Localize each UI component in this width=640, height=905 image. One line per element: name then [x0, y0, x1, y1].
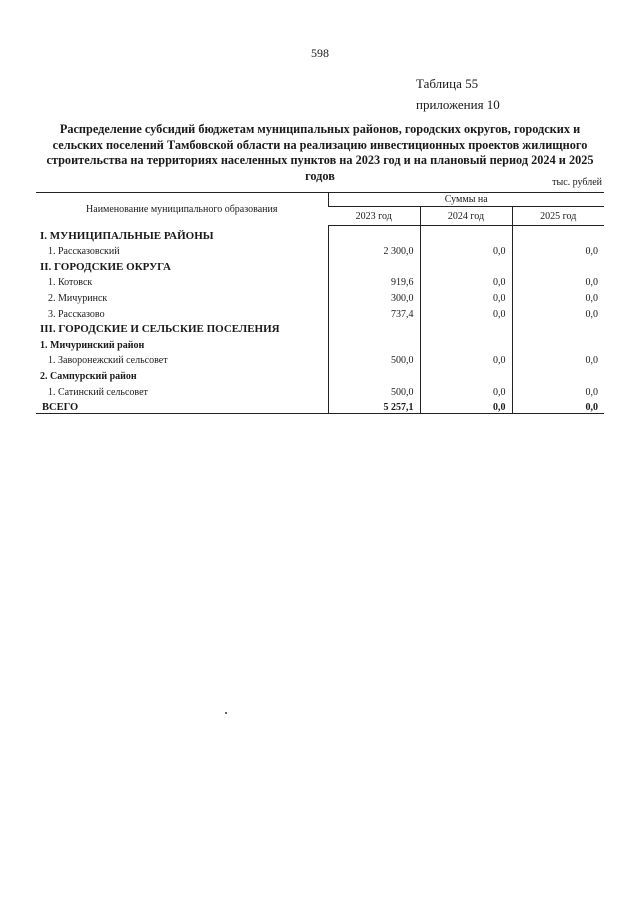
row-label: 3. Рассказово — [48, 308, 105, 320]
table-row — [36, 366, 604, 382]
value-2025: 0,0 — [512, 382, 604, 398]
value-2024 — [420, 335, 512, 351]
table-row — [36, 335, 604, 351]
table-row — [36, 273, 604, 289]
row-label: 2. Мичуринск — [48, 292, 108, 304]
table-row — [36, 304, 604, 320]
section-heading: III. ГОРОДСКИЕ И СЕЛЬСКИЕ ПОСЕЛЕНИЯ — [40, 323, 280, 336]
value-2025: 0,0 — [512, 351, 604, 367]
value-2024 — [420, 226, 512, 242]
header-year-2025: 2025 год — [512, 207, 604, 226]
value-2023: 500,0 — [328, 351, 420, 367]
value-2023 — [328, 257, 420, 273]
value-2024 — [420, 320, 512, 336]
value-2023 — [328, 226, 420, 242]
value-2023 — [328, 320, 420, 336]
header-year-2023: 2023 год — [328, 207, 420, 226]
table-row — [36, 226, 604, 242]
value-2025: 0,0 — [512, 288, 604, 304]
row-label: 1. Заворонежский сельсовет — [48, 355, 168, 367]
row-label: 1. Котовск — [48, 277, 93, 289]
value-2023 — [328, 335, 420, 351]
page-number: 598 — [311, 46, 329, 60]
district-heading: 1. Мичуринский район — [40, 339, 145, 351]
table-row — [36, 320, 604, 336]
appendix-label: приложения 10 — [416, 97, 500, 112]
total-2023: 5 257,1 — [328, 398, 420, 414]
value-2025: 0,0 — [512, 242, 604, 258]
table-row — [36, 257, 604, 273]
row-label: 1. Сатинский сельсовет — [48, 386, 148, 398]
value-2023: 2 300,0 — [328, 242, 420, 258]
value-2025 — [512, 320, 604, 336]
scan-speck — [225, 712, 227, 714]
header-sums: Суммы на — [328, 193, 604, 207]
value-2024: 0,0 — [420, 242, 512, 258]
value-2023: 500,0 — [328, 382, 420, 398]
value-2025 — [512, 226, 604, 242]
value-2023: 300,0 — [328, 288, 420, 304]
table-label: Таблица 55 — [416, 76, 479, 91]
value-2024: 0,0 — [420, 304, 512, 320]
total-2025: 0,0 — [512, 398, 604, 414]
document-title: Распределение субсидий бюджетам муниципальных районов, городских округов, городских и сельских поселений Тамбовской области на реализацию инвестиционных проектов жилищного строительства на территориях населенных пунктов на 2023 год и на плановый период 2024 и 2025 годов — [46, 122, 594, 183]
value-2025: 0,0 — [512, 304, 604, 320]
total-2024: 0,0 — [420, 398, 512, 414]
total-label: ВСЕГО — [36, 398, 328, 414]
value-2024: 0,0 — [420, 382, 512, 398]
value-2023: 737,4 — [328, 304, 420, 320]
section-heading: II. ГОРОДСКИЕ ОКРУГА — [40, 260, 171, 273]
value-2025: 0,0 — [512, 273, 604, 289]
district-heading: 2. Сампурский район — [40, 370, 137, 382]
value-2023: 919,6 — [328, 273, 420, 289]
header-name: Наименование муниципального образования — [36, 193, 328, 226]
value-2024 — [420, 366, 512, 382]
table-row — [36, 382, 604, 398]
total-row — [36, 398, 604, 414]
subsidy-table — [36, 192, 604, 414]
value-2023 — [328, 366, 420, 382]
value-2024: 0,0 — [420, 288, 512, 304]
table-row — [36, 351, 604, 367]
table-row — [36, 288, 604, 304]
value-2024 — [420, 257, 512, 273]
section-heading: I. МУНИЦИПАЛЬНЫЕ РАЙОНЫ — [40, 229, 214, 242]
value-2024: 0,0 — [420, 273, 512, 289]
value-2025 — [512, 257, 604, 273]
value-2024: 0,0 — [420, 351, 512, 367]
row-label: 1. Рассказовский — [48, 246, 120, 258]
value-2025 — [512, 366, 604, 382]
units-label: тыс. рублей — [552, 177, 602, 188]
value-2025 — [512, 335, 604, 351]
header-year-2024: 2024 год — [420, 207, 512, 226]
table-row — [36, 242, 604, 258]
